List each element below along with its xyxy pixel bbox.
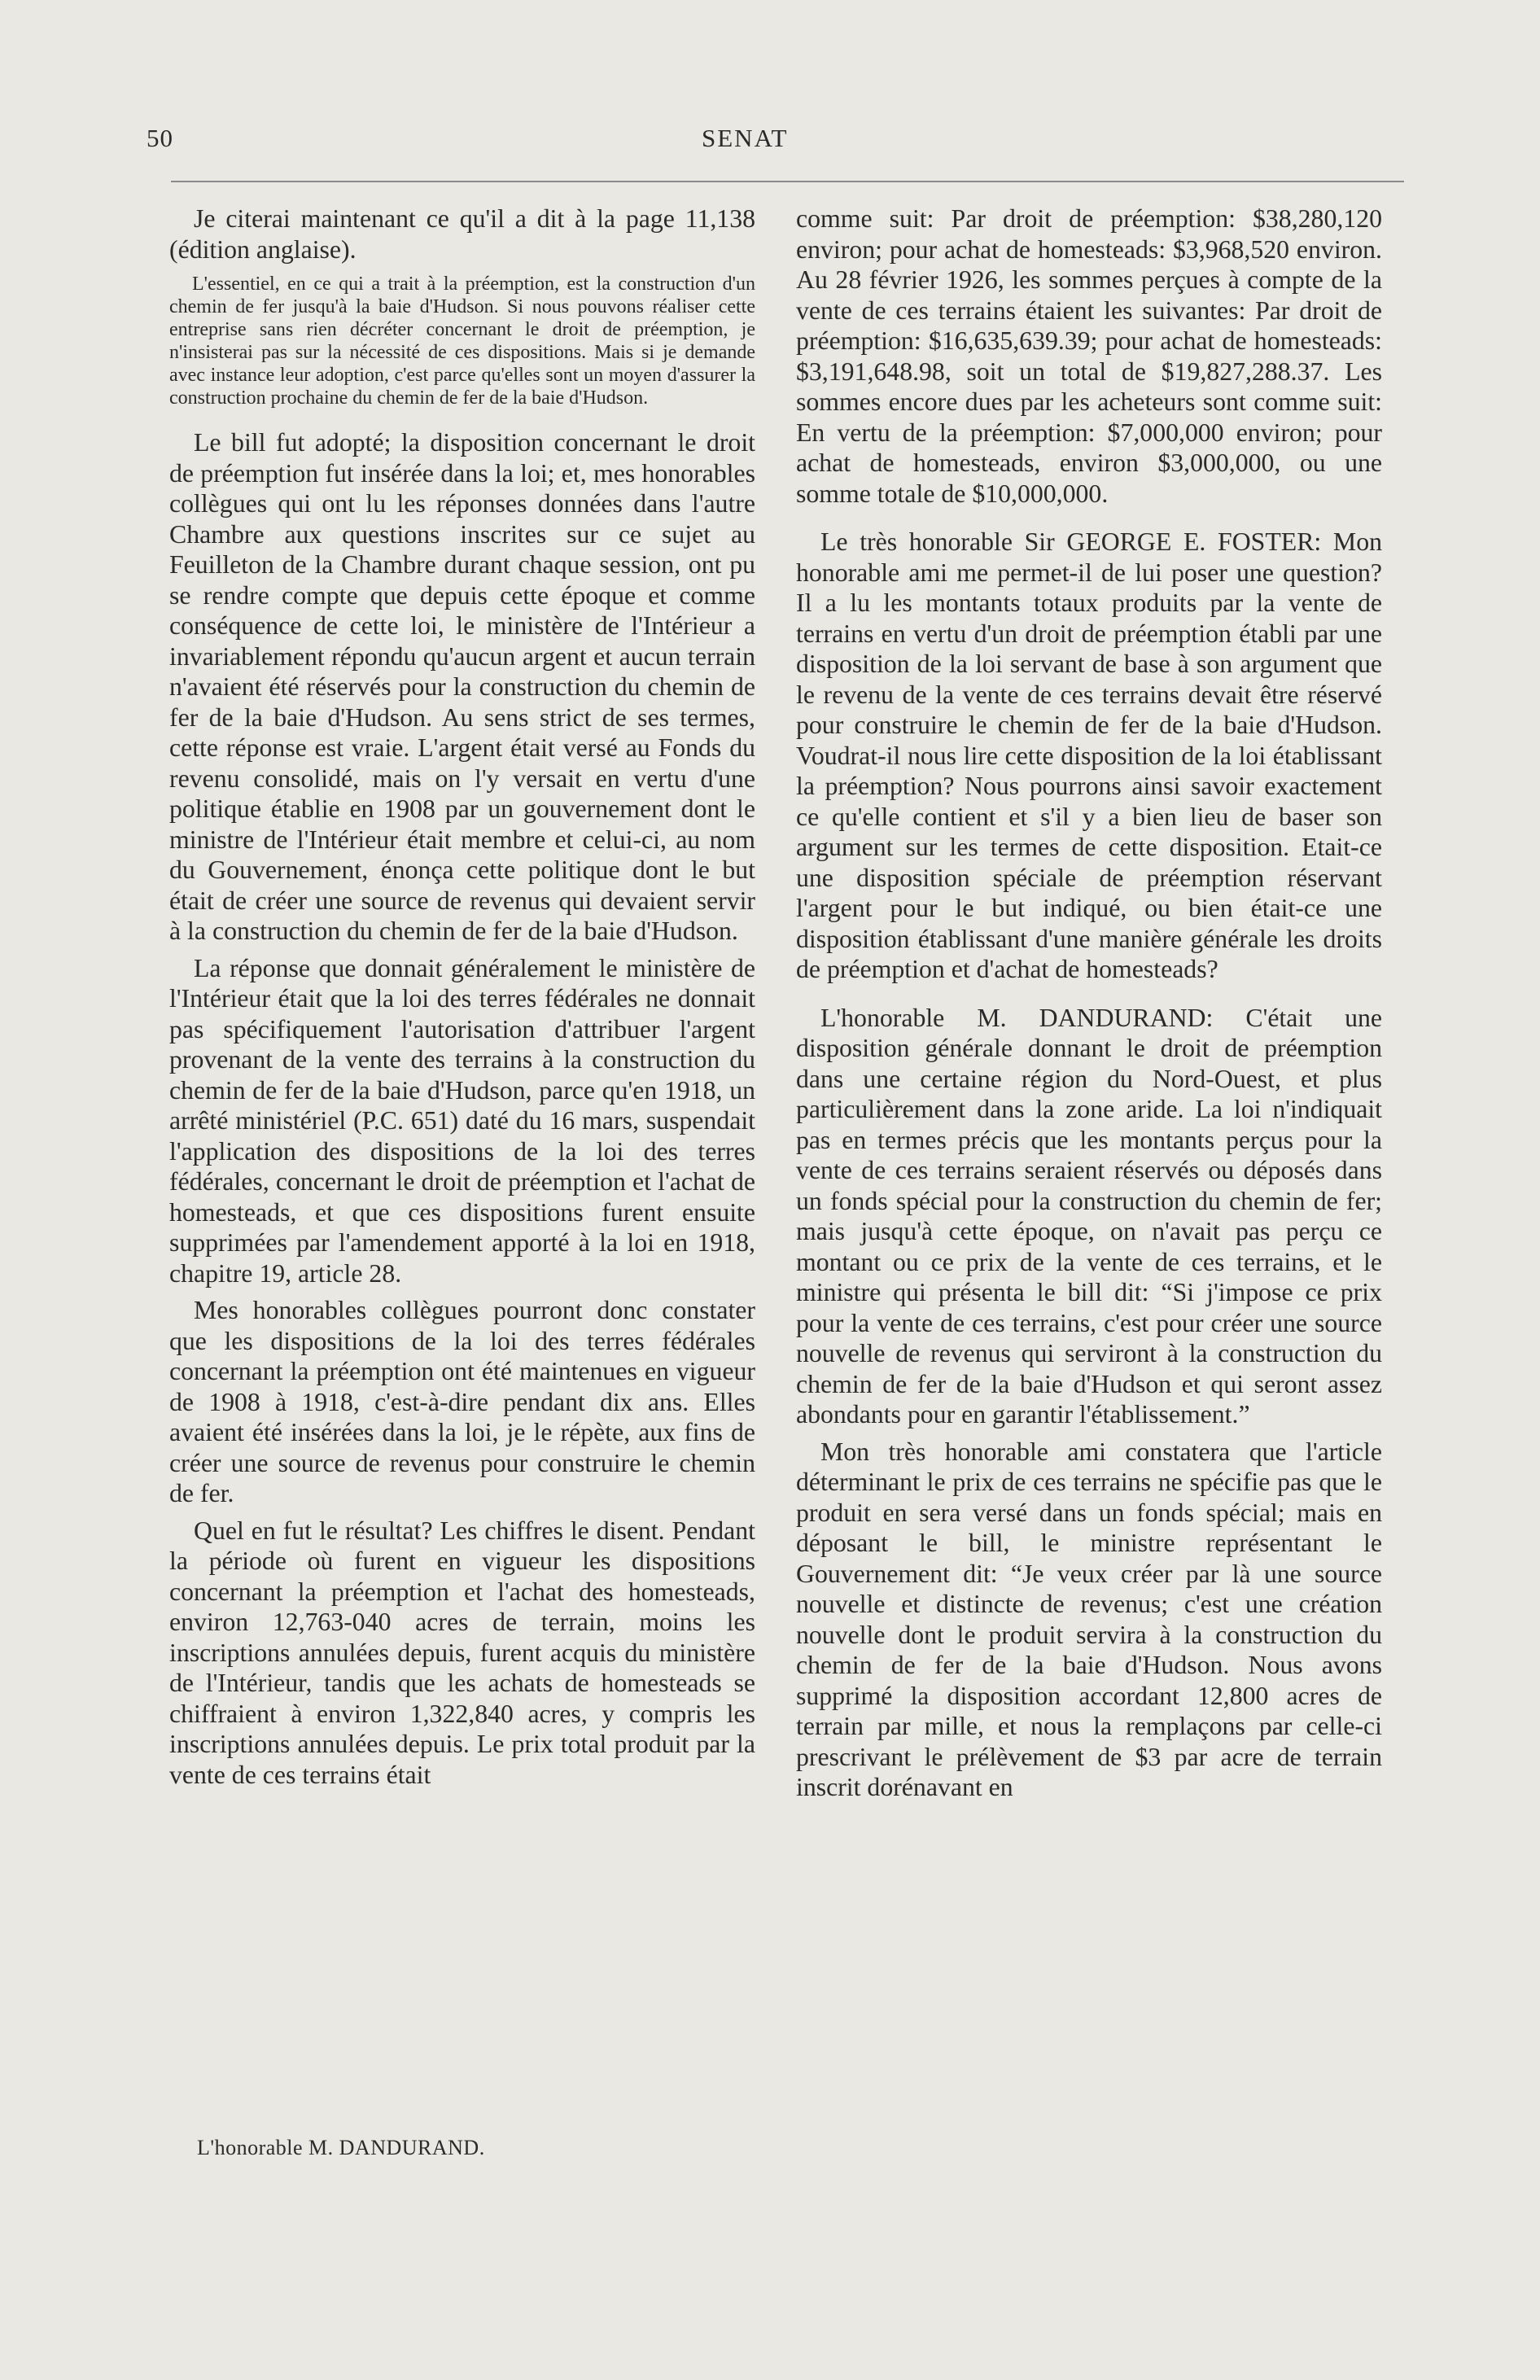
paragraph: L'honorable M. DANDURAND: C'était une disposition générale donnant le droit de préemption dans une certaine région du Nord-Ouest, et plus particulièrement dans la zone aride. La loi n'indiquait pas en termes précis que les montants perçus pour la vente de ces terrains seraient réservés ou déposés dans un fonds spécial pour la construction du chemin de fer; mais jusqu'à cette époque, on n'avait pas perçu ce montant ou ce prix de la vente de ces terrains, et le ministre qui présenta le bill dit: “Si j'impose ce prix pour la vente de ces terrains, c'est pour créer une source nouvelle de revenus qui serviront à la construction du chemin de fer de la baie d'Hudson et qui seront assez abondants pour en garantir l'établissement.” xyxy=(796,1003,1382,1428)
paragraph: Je citerai maintenant ce qu'il a dit à la page 11,138 (édition anglaise). xyxy=(169,204,755,264)
paragraph: Mes honorables collègues pourront donc constater que les dispositions de la loi des terres fédérales concernant la préemption ont été maintenues en vigueur de 1908 à 1918, c'est-à-dire pendant dix ans. Elles avaient été insérées dans la loi, je le répète, aux fins de créer une source de revenus pour construire le chemin de fer. xyxy=(169,1296,755,1507)
paragraph: La réponse que donnait généralement le ministère de l'Intérieur était que la loi des terres fédérales ne donnait pas spécifiquement l'autorisation d'attribuer l'argent provenant de la vente des terrains à la construction du chemin de fer de la baie d'Hudson, parce qu'en 1918, un arrêté ministériel (P.C. 651) daté du 16 mars, suspendait l'application des dispositions de la loi des terres fédérales, concernant le droit de préemption et l'achat de homesteads, et que ces dispositions furent ensuite supprimées par l'amendement apporté à la loi en 1918, chapitre 19, article 28. xyxy=(169,953,755,1288)
paragraph: comme suit: Par droit de préemption: $38,280,120 environ; pour achat de homesteads: $3,968,520 environ. Au 28 février 1926, les sommes perçues à compte de la vente de ces terrains étaient les suivantes: Par droit de préemption: $16,635,639.39; pour achat de homesteads: $3,191,648.98, soit un total de $19,827,288.37. Les sommes encore dues par les acheteurs sont comme suit: En vertu de la préemption: $7,000,000 environ; pour achat de homesteads, environ $3,000,000, ou une somme totale de $10,000,000. xyxy=(796,204,1382,508)
right-column xyxy=(796,203,1382,1803)
paragraph: Le très honorable Sir GEORGE E. FOSTER: Mon honorable ami me permet-il de lui poser une question? Il a lu les montants totaux produits par la vente de terrains en vertu d'un droit de préemption établi par une disposition de la loi servant de base à son argument que le revenu de la vente de ces terrains devait être réservé pour construire le chemin de fer de la baie d'Hudson. Voudrat-il nous lire cette disposition de la loi établissant la préemption? Nous pourrons ainsi savoir exactement ce qu'elle contient et s'il y a bien lieu de baser son argument sur les termes de cette disposition. Etait-ce une disposition spéciale de préemption réservant l'argent pour le but indiqué, ou bien était-ce une disposition établissant d'une manière générale les droits de préemption et d'achat de homesteads? xyxy=(796,527,1382,983)
quotation: L'essentiel, en ce qui a trait à la préemption, est la construction d'un chemin de fer jusqu'à la baie d'Hudson. Si nous pouvons réaliser cette entreprise sans rien décréter concernant le droit de préemption, je n'insisterai pas sur la nécessité de ces dispositions. Mais si je demande avec instance leur adoption, c'est parce qu'elles sont un moyen d'assurer la construction prochaine du chemin de fer de la baie d'Hudson. xyxy=(169,273,755,409)
left-column xyxy=(169,203,755,1790)
paragraph: Mon très honorable ami constatera que l'article déterminant le prix de ces terrains ne spécifie pas que le produit en sera versé dans un fonds spécial; mais en déposant le bill, le ministre représentant le Gouvernement dit: “Je veux créer par là une source nouvelle et distincte de revenus; c'est une création nouvelle dont le produit servira à la construction du chemin de fer de la baie d'Hudson. Nous avons supprimé la disposition accordant 12,800 acres de terrain par mille, et nous la remplaçons par celle-ci prescrivant le prélèvement de $3 par acre de terrain inscrit dorénavant en xyxy=(796,1437,1382,1801)
header-rule xyxy=(171,181,1404,182)
paragraph: Le bill fut adopté; la disposition concernant le droit de préemption fut insérée dans la loi; et, mes honorables collègues qui ont lu les réponses données dans l'autre Chambre aux questions inscrites sur ce sujet au Feuilleton de la Chambre durant chaque session, ont pu se rendre compte que depuis cette époque et comme conséquence de cette loi, le ministère de l'Intérieur a invariablement répondu qu'aucun argent et aucun terrain n'avaient été réservés pour la construction du chemin de fer de la baie d'Hudson. Au sens strict de ses termes, cette réponse est vraie. L'argent était versé au Fonds du revenu consolidé, mais on l'y versait en vertu d'une politique établie en 1908 par un gouvernement dont le ministre de l'Intérieur était membre et celui-ci, au nom du Gouvernement, énonça cette politique dont le but était de créer une source de revenus qui devaient servir à la construction du chemin de fer de la baie d'Hudson. xyxy=(169,428,755,945)
page-number: 50 xyxy=(147,124,173,152)
page-footer-speaker: L'honorable M. DANDURAND. xyxy=(197,2136,485,2159)
paragraph: Quel en fut le résultat? Les chiffres le disent. Pendant la période où furent en vigueur les dispositions concernant la préemption et l'achat des homesteads, environ 12,763-040 acres de terrain, moins les inscriptions annulées depuis, furent acquis du ministère de l'Intérieur, tandis que les achats de homesteads se chiffraient à environ 1,322,840 acres, y compris les inscriptions annulées depuis. Le prix total produit par la vente de ces terrains était xyxy=(169,1516,755,1789)
running-head: SENAT xyxy=(702,124,789,152)
